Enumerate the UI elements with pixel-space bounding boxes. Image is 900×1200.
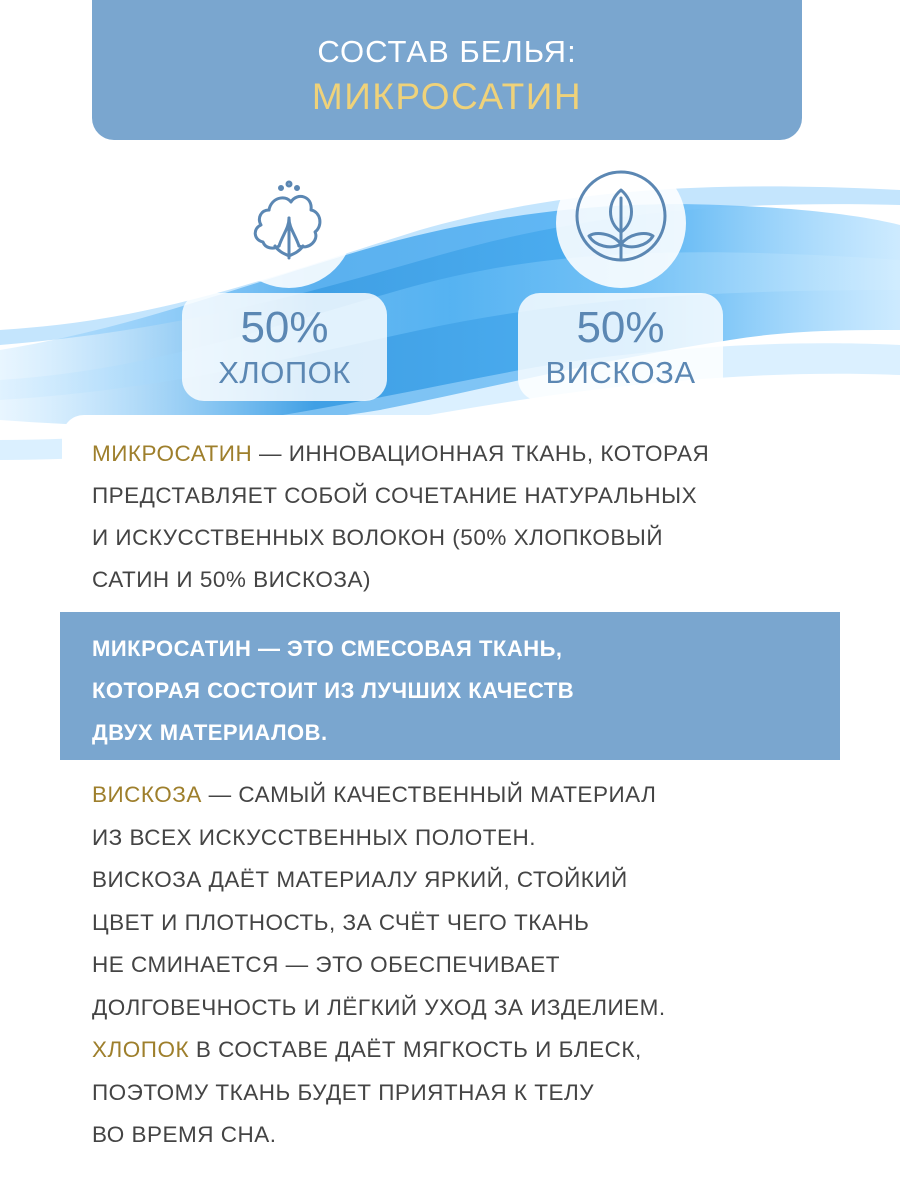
intro-paragraph: МИКРОСАТИН — ИННОВАЦИОННАЯ ТКАНЬ, КОТОРАЯ ПРЕДСТАВЛЯЕТ СОБОЙ СОЧЕТАНИЕ НАТУРАЛЬНЫХ И ИСКУССТВЕННЫХ ВОЛОКОН (50% ХЛОПКОВЫЙ САТИН И 50% ВИСКОЗА): [92, 441, 710, 592]
cotton-percent: 50%: [240, 303, 329, 352]
cotton-flower-icon: [239, 170, 339, 270]
leaf-icon: [571, 170, 671, 270]
title-banner: [92, 0, 802, 140]
viscose-percent: 50%: [576, 303, 665, 352]
cotton-percent-card: [182, 293, 387, 401]
leaf-icon-badge: [556, 158, 686, 288]
microsatin-term: МИКРОСАТИН: [92, 441, 253, 466]
cotton-term: ХЛОПОК: [92, 1037, 190, 1062]
viscose-term: ВИСКОЗА: [92, 782, 202, 807]
highlight-band: [60, 612, 840, 760]
intro-card: [62, 415, 840, 610]
details-paragraph: ВИСКОЗА — САМЫЙ КАЧЕСТВЕННЫЙ МАТЕРИАЛ ИЗ ВСЕХ ИСКУССТВЕННЫХ ПОЛОТЕН. ВИСКОЗА ДАЁТ МАТЕРИАЛУ ЯРКИЙ, СТОЙКИЙ ЦВЕТ И ПЛОТНОСТЬ, ЗА СЧЁТ ЧЕГО ТКАНЬ НЕ СМИНАЕТСЯ — ЭТО ОБЕСПЕЧИВАЕТ ДОЛГОВЕЧНОСТЬ И ЛЁГКИЙ УХОД ЗА ИЗДЕЛИЕМ. ХЛОПОК В СОСТАВЕ ДАЁТ МЯГКОСТЬ И БЛЕСК, ПОЭТОМУ ТКАНЬ БУДЕТ ПРИЯТНАЯ К ТЕЛУ ВО ВРЕМЯ СНА.: [92, 782, 666, 1147]
fabric-name-title: МИКРОСАТИН: [311, 76, 583, 117]
viscose-label: ВИСКОЗА: [545, 355, 696, 390]
cotton-icon-badge: [224, 158, 354, 288]
viscose-percent-card: [518, 293, 723, 401]
cotton-label: ХЛОПОК: [218, 355, 351, 390]
highlight-text: МИКРОСАТИН — ЭТО СМЕСОВАЯ ТКАНЬ, КОТОРАЯ СОСТОИТ ИЗ ЛУЧШИХ КАЧЕСТВ ДВУХ МАТЕРИАЛОВ.: [92, 636, 575, 745]
title-line: СОСТАВ БЕЛЬЯ:: [317, 34, 577, 69]
